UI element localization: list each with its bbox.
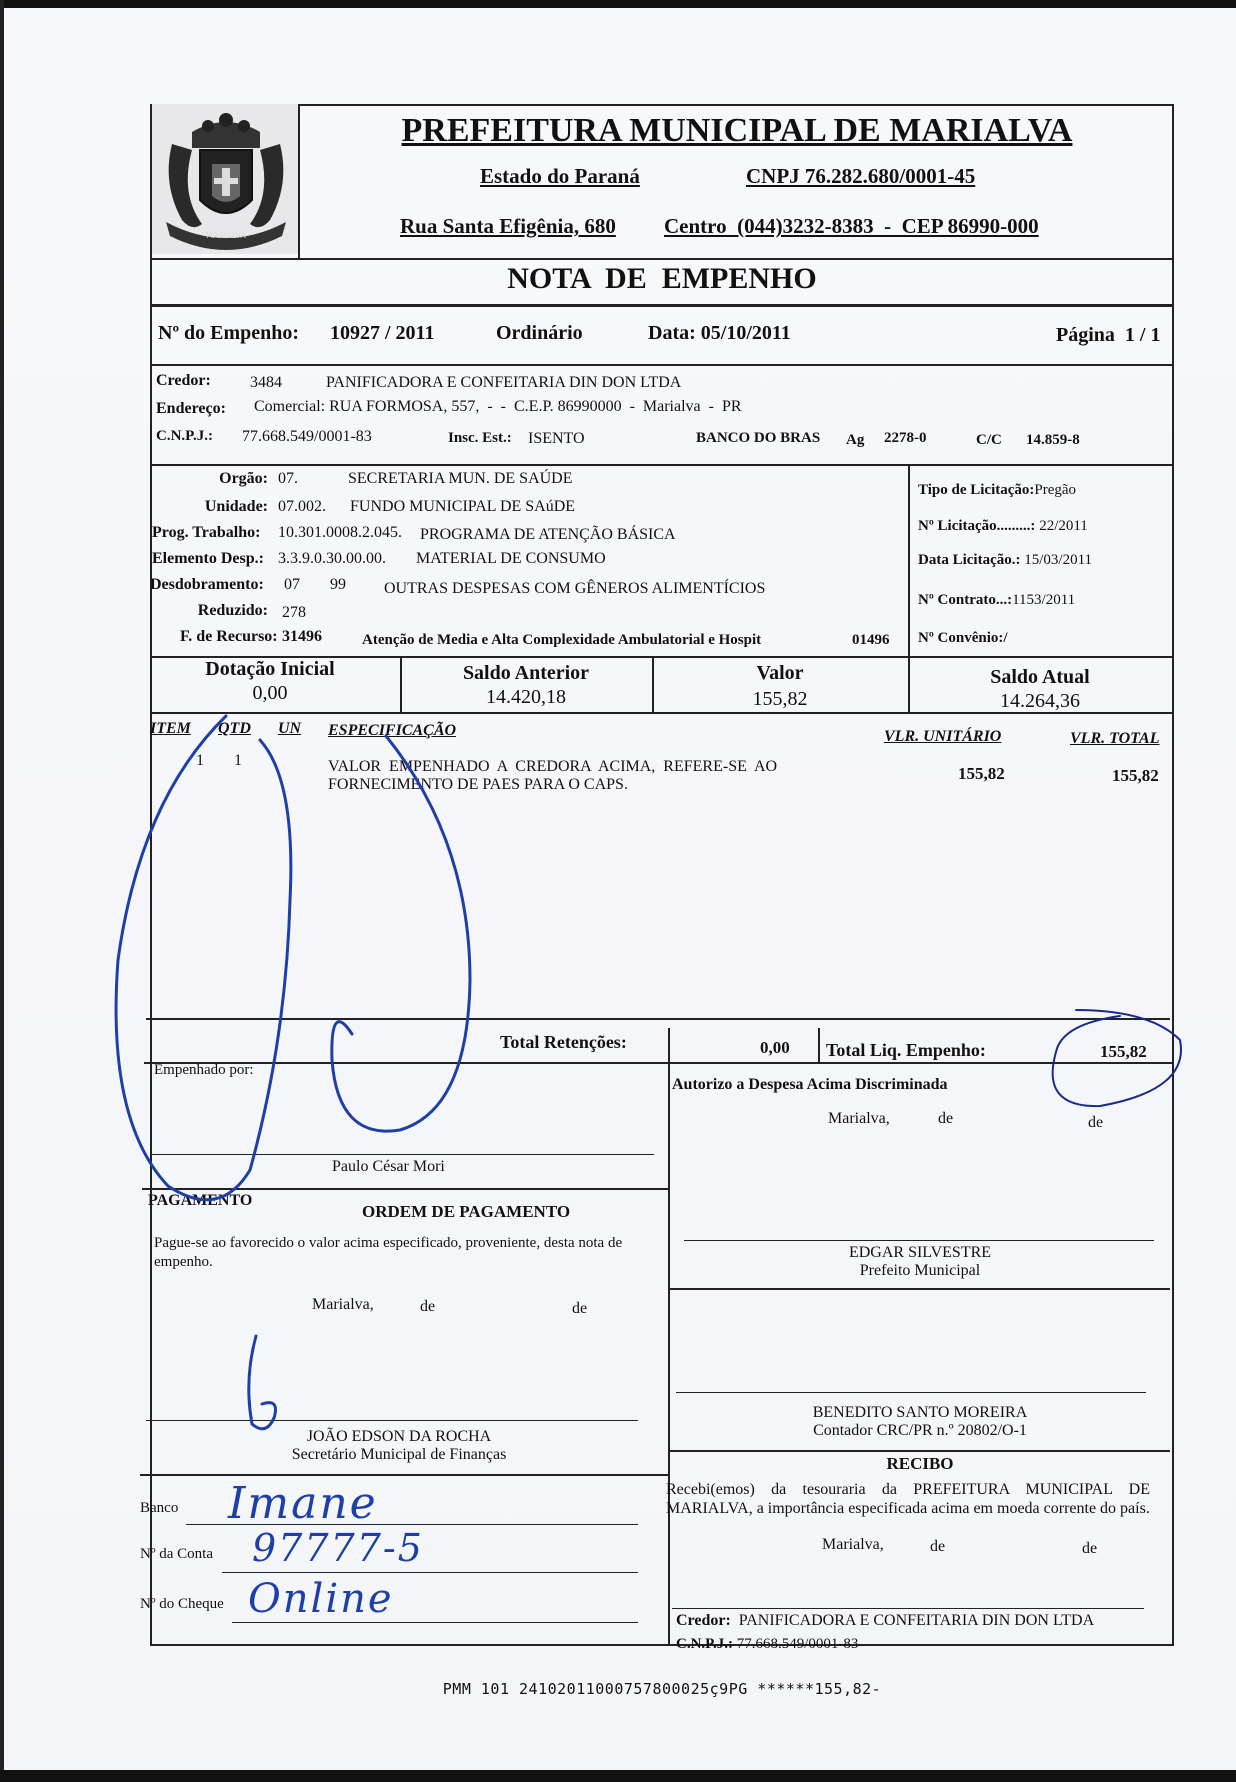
cnpj-creditor-label: C.N.P.J.: [156,428,213,444]
pagamento-role: Secretário Municipal de Finanças [291,1446,507,1463]
credor-name: PANIFICADORA E CONFEITARIA DIN DON LTDA [326,374,682,391]
svg-text:MARIALVA: MARIALVA [206,231,246,240]
col-item: ITEM [150,720,191,737]
recurso-label: F. de Recurso: [180,628,278,645]
cc-label: C/C [976,432,1002,448]
recibo-de1: de [930,1538,946,1555]
valor-label: Valor [756,662,804,684]
recurso-name: Atenção de Media e Alta Complexidade Ambulatorial e Hospit [362,632,762,648]
doc-title: NOTA DE EMPENHO [507,262,817,295]
pagamento-de1: de [420,1298,436,1315]
valor-value: 155,82 [752,688,808,710]
cheque-handwritten: Online [248,1576,394,1622]
item-qtd: 1 [234,752,242,769]
autorizo-label: Autorizo a Despesa Acima Discriminada [672,1076,948,1093]
conta-label: Nº da Conta [140,1546,213,1562]
autorizo-role: Prefeito Municipal [859,1262,981,1279]
empenho-type: Ordinário [496,322,583,344]
empenhado-name: Paulo César Mori [332,1158,445,1175]
cc-value: 14.859-8 [1026,432,1080,448]
empenhado-label: Empenhado por: [154,1062,254,1078]
elemento-label: Elemento Desp.: [152,550,264,567]
ag-value: 2278-0 [884,430,927,446]
desdobramento-name: OUTRAS DESPESAS COM GÊNEROS ALIMENTÍCIOS [384,580,766,597]
endereco-label: Endereço: [156,400,226,417]
unidade-name: FUNDO MUNICIPAL DE SAúDE [350,498,576,515]
col-qtd: QTD [218,720,251,737]
total-retencoes-label: Total Retenções: [500,1032,627,1052]
autorizo-de2: de [1088,1114,1104,1131]
saldo-anterior-label: Saldo Anterior [462,662,590,684]
autorizo-de1: de [938,1110,954,1127]
cheque-label: Nº do Cheque [140,1596,224,1612]
item-desc-line1: VALOR EMPENHADO A CREDORA ACIMA, REFERE-SE AO [328,758,778,775]
recibo-title: RECIBO [886,1454,954,1473]
contador-role: Contador CRC/PR n.º 20802/O-1 [813,1422,1027,1439]
recibo-city: Marialva, [822,1536,884,1553]
unidade-code: 07.002. [278,498,326,515]
street-label: Rua Santa Efigênia, 680 [400,214,616,238]
unidade-label: Unidade: [204,498,268,515]
saldo-atual-label: Saldo Atual [990,666,1090,688]
recibo-credor: Credor: PANIFICADORA E CONFEITARIA DIN DON LTDA [676,1612,1095,1629]
item-total-value: 155,82 [1112,766,1159,785]
page-number: Página 1 / 1 [1056,324,1161,346]
recibo-de2: de [1082,1540,1098,1557]
pagamento-label: PAGAMENTO [148,1192,253,1209]
ag-label: Ag [846,432,865,448]
bank-name: BANCO DO BRAS [696,430,821,446]
desdobramento-code1: 07 [284,576,300,593]
ink-signature-initial [249,1336,276,1429]
insc-label: Insc. Est.: [448,430,512,446]
total-liq-label: Total Liq. Empenho: [826,1040,986,1060]
prog-label: Prog. Trabalho: [152,524,261,541]
conta-handwritten: 97777-5 [252,1526,424,1570]
prog-code: 10.301.0008.2.045. [278,524,402,541]
contrato: Nº Contrato...:1153/2011 [918,592,1076,608]
credor-label: Credor: [156,372,211,389]
total-retencoes-value: 0,00 [760,1038,790,1057]
insc-value: ISENTO [528,430,585,447]
banco-label: Banco [140,1500,179,1516]
dotacao-value: 0,00 [252,682,288,704]
cnpj-label: CNPJ 76.282.680/0001-45 [746,164,976,188]
contact-label: Centro (044)3232-8383 - CEP 86990-000 [664,214,1039,238]
orgao-label: Orgão: [219,470,268,487]
contador-name: BENEDITO SANTO MOREIRA [812,1404,1028,1421]
item-unit-value: 155,82 [958,764,1005,783]
col-especificacao: ESPECIFICAÇÃO [328,722,457,739]
banco-handwritten: Imane [228,1478,378,1529]
tipo-licitacao-label: Tipo de Licitação:Pregão [918,482,1077,498]
page-title: PREFEITURA MUNICIPAL DE MARIALVA [401,112,1073,149]
ink-oval-big [116,716,291,1200]
desdobramento-code2: 99 [330,576,346,593]
elemento-code: 3.3.9.0.30.00.00. [278,550,386,567]
orgao-name: SECRETARIA MUN. DE SAÚDE [348,470,573,487]
pagamento-de2: de [572,1300,588,1317]
state-label: Estado do Paraná [480,164,640,188]
ink-oval-total [1053,1010,1181,1106]
empenho-number: 10927 / 2011 [330,322,435,344]
item-number: 1 [196,752,204,769]
dotacao-label: Dotação Inicial [205,658,335,680]
reduzido-label: Reduzido: [197,602,268,619]
endereco: Comercial: RUA FORMOSA, 557, - - C.E.P. 86990000 - Marialva - PR [254,398,742,415]
recurso-code2: 01496 [852,632,890,648]
elemento-name: MATERIAL DE CONSUMO [416,550,606,567]
cnpj-creditor: 77.668.549/0001-83 [242,428,372,445]
ink-stroke-big [332,736,470,1131]
item-desc-line2: FORNECIMENTO DE PAES PARA O CAPS. [328,776,628,793]
col-vlr-unitario: VLR. UNITÁRIO [884,728,1002,745]
credor-code: 3484 [250,374,282,391]
num-licitacao: Nº Licitação.........: 22/2011 [918,518,1088,534]
col-vlr-total: VLR. TOTAL [1070,730,1160,747]
recibo-cnpj: C.N.P.J.: 77.668.549/0001-83 [676,1636,859,1652]
recibo-text: Recebi(emos) da tesouraria da PREFEITURA MUNICIPAL DE MARIALVA, a importância especificada acima em moeda corrente do país. [666,1481,1150,1517]
pagamento-city: Marialva, [312,1296,374,1313]
reduzido-value: 278 [282,604,306,621]
footer-code: PMM 101 24102011000757800025ç9PG ******155,82- [442,1680,882,1698]
ordem-pagamento-title: ORDEM DE PAGAMENTO [362,1202,571,1221]
saldo-atual-value: 14.264,36 [1000,690,1080,712]
convenio: Nº Convênio:/ [918,630,1008,646]
saldo-anterior-value: 14.420,18 [486,686,566,708]
prog-name: PROGRAMA DE ATENÇÃO BÁSICA [420,526,676,543]
autorizo-name: EDGAR SILVESTRE [848,1244,992,1261]
recurso-code: 31496 [282,628,322,645]
total-liq-value: 155,82 [1100,1042,1147,1061]
data-licitacao: Data Licitação.: 15/03/2011 [918,552,1093,568]
orgao-code: 07. [278,470,298,487]
empenho-date: Data: 05/10/2011 [648,322,791,344]
desdobramento-label: Desdobramento: [150,576,264,593]
empenho-number-label: Nº do Empenho: [158,322,300,344]
autorizo-city: Marialva, [828,1110,890,1127]
pagamento-text: Pague-se ao favorecido o valor acima especificado, proveniente, desta nota de empenho. [154,1235,623,1270]
col-un: UN [278,720,302,737]
pagamento-name: JOÃO EDSON DA ROCHA [306,1428,492,1445]
